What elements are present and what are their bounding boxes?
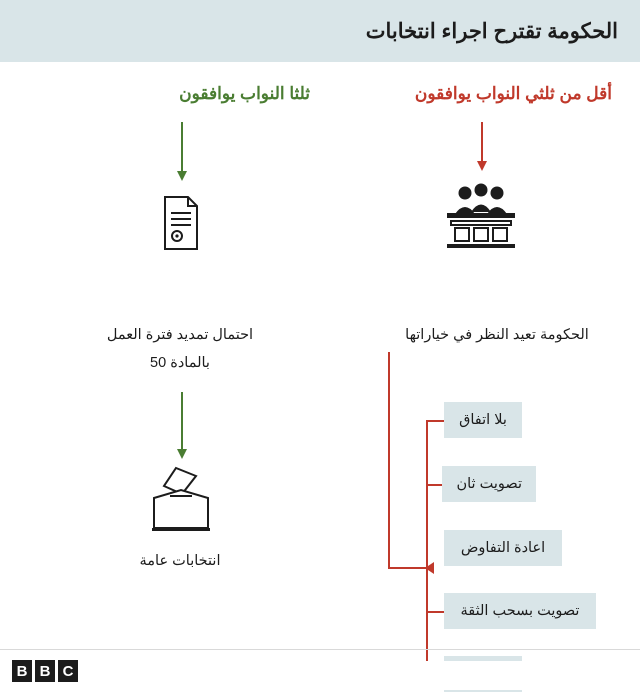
arrow-right-branch xyxy=(481,122,483,162)
branch-title-right: أقل من ثلثي النواب يوافقون xyxy=(414,84,612,103)
bbc-logo-letter-b2: B xyxy=(35,660,55,682)
arrow-shaft xyxy=(181,392,183,450)
ballot-box-icon xyxy=(146,464,216,541)
branch-title-left: ثلثا النواب يوافقون xyxy=(179,84,310,103)
footer-divider xyxy=(0,649,640,650)
tree-stem-vertical xyxy=(388,352,390,568)
arrow-left-branch-top xyxy=(181,122,183,172)
arrow-left-branch-bottom xyxy=(181,392,183,450)
bbc-logo-letter-c: C xyxy=(58,660,78,682)
bbc-logo xyxy=(12,660,78,682)
parliament-icon xyxy=(435,180,527,257)
tree-stub-2 xyxy=(427,484,444,486)
arrow-head xyxy=(177,171,187,181)
option-box-2[interactable]: تصويت ثان xyxy=(442,466,536,502)
diagram-canvas xyxy=(0,62,640,662)
left-node-caption-line1: احتمال تمديد فترة العمل xyxy=(106,327,254,343)
tree-stem-horizontal xyxy=(388,567,426,569)
document-icon xyxy=(158,194,204,257)
tree-stub-3 xyxy=(427,611,444,613)
option-box-4[interactable]: تصويت بسحب الثقة xyxy=(444,593,596,629)
option-box-1[interactable]: بلا اتفاق xyxy=(444,402,522,438)
option-box-3[interactable]: اعادة التفاوض xyxy=(444,530,562,566)
header-bar xyxy=(0,0,640,62)
left-result-caption: انتخابات عامة xyxy=(139,553,221,569)
tree-spine xyxy=(426,420,428,675)
arrow-shaft xyxy=(481,122,483,162)
arrow-shaft xyxy=(181,122,183,172)
tree-stub-1 xyxy=(427,420,444,422)
left-node-caption-line2: بالمادة 50 xyxy=(150,355,210,371)
arrow-head xyxy=(477,161,487,171)
right-node-caption: الحكومة تعيد النظر في خياراتها xyxy=(405,327,589,343)
footer-bar xyxy=(0,661,640,690)
arrow-head xyxy=(177,449,187,459)
page-title: الحكومة تقترح اجراء انتخابات xyxy=(365,19,618,43)
bbc-logo-letter-b1: B xyxy=(12,660,32,682)
